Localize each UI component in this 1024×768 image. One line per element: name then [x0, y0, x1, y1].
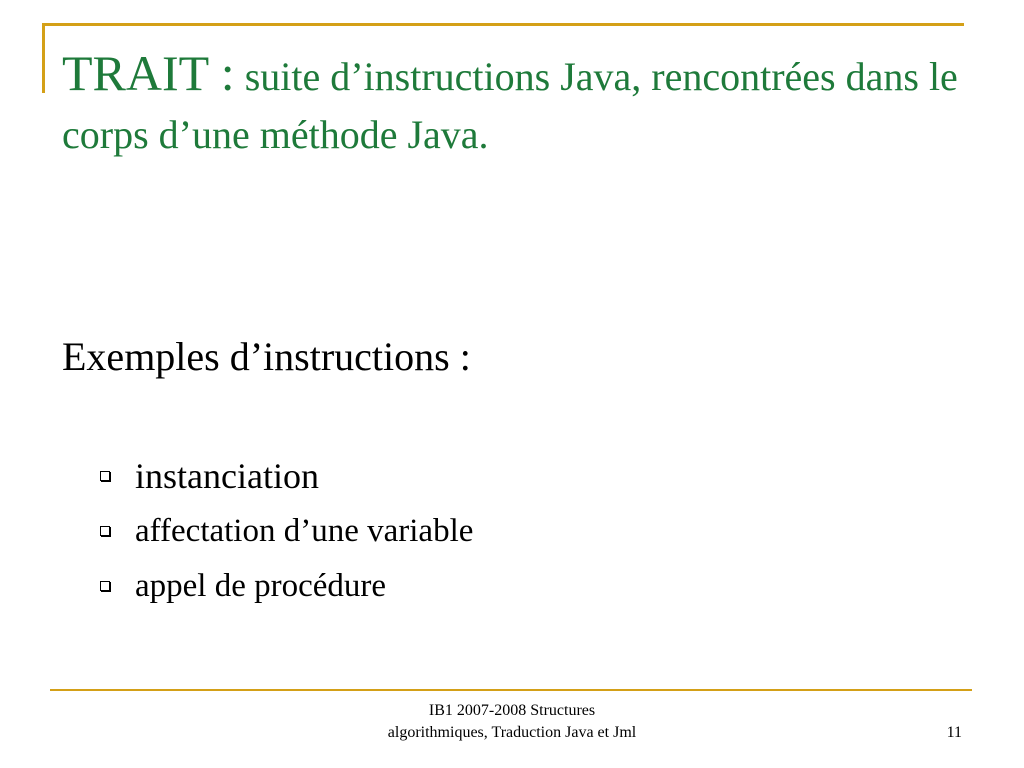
bullet-item — [100, 448, 473, 503]
bullet-label: affectation d’une variable — [135, 512, 474, 549]
bullet-label: appel de procédure — [135, 567, 387, 604]
square-bullet-icon — [100, 581, 110, 591]
slide-title — [62, 44, 962, 164]
title-lead: TRAIT : — [62, 45, 235, 101]
footer-line-1: IB1 2007-2008 Structures — [428, 702, 596, 719]
footer-rule — [50, 689, 972, 691]
square-bullet-icon — [100, 471, 110, 481]
square-bullet-icon — [100, 526, 110, 536]
bullet-item — [100, 503, 473, 558]
subheading: Exemples d’instructions : — [62, 334, 471, 379]
footer-line-2: algorithmiques, Traduction Java et Jml — [387, 724, 637, 741]
bullet-item — [100, 558, 473, 613]
bullet-label: instanciation — [135, 455, 319, 496]
frame-top-line — [42, 23, 964, 26]
frame-left-line — [42, 23, 45, 93]
footer-text — [312, 700, 712, 744]
page-number: 11 — [946, 724, 962, 741]
bullet-list — [100, 448, 473, 613]
title-rest: suite d’instructions Java, rencontrées dans le corps d’une méthode Java. — [62, 54, 958, 157]
